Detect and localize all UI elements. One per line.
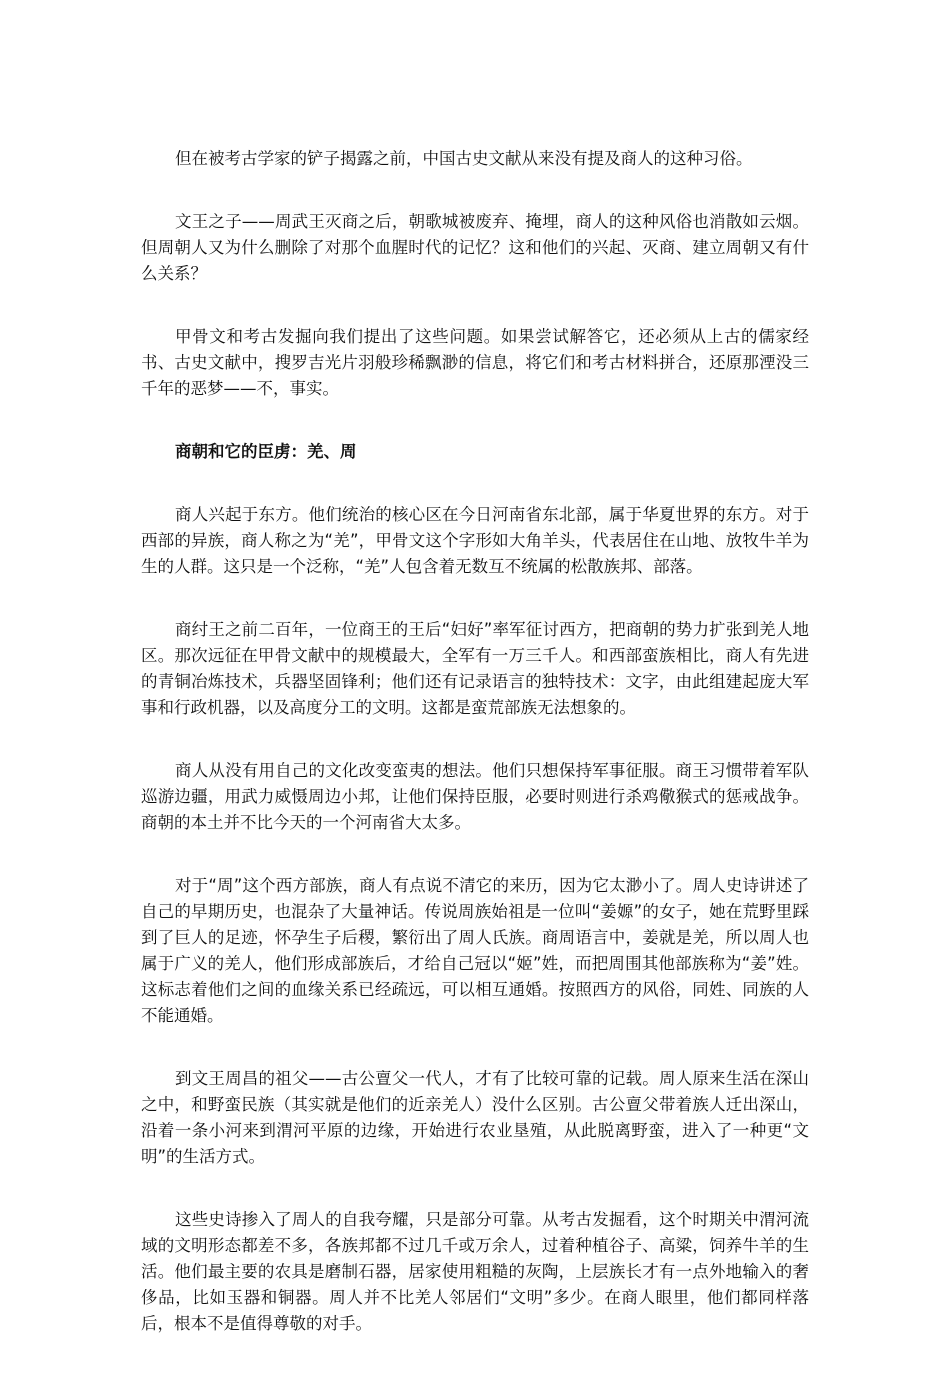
paragraph-4: 商人兴起于东方。他们统治的核心区在今日河南省东北部，属于华夏世界的东方。对于西部的异族，商人称之为“羌”，甲骨文这个字形如大角羊头，代表居住在山地、放牧牛羊为生的人群。这只是一个泛称，“羌”人包含着无数互不统属的松散族邦、部落。 (141, 505, 809, 576)
paragraph-2: 文王之子——周武王灭商之后，朝歌城被废弃、掩埋，商人的这种风俗也消散如云烟。但周朝人又为什么删除了对那个血腥时代的记忆？这和他们的兴起、灭商、建立周朝又有什么关系？ (141, 212, 809, 283)
paragraph-5: 商纣王之前二百年，一位商王的王后“妇好”率军征讨西方，把商朝的势力扩张到羌人地区。那次远征在甲骨文献中的规模最大，全军有一万三千人。和西部蛮族相比，商人有先进的青铜冶炼技术，兵器坚固锋利；他们还有记录语言的独特技术：文字，由此组建起庞大军事和行政机器，以及高度分工的文明。这都是蛮荒部族无法想象的。 (141, 620, 809, 717)
paragraph-6: 商人从没有用自己的文化改变蛮夷的想法。他们只想保持军事征服。商王习惯带着军队巡游边疆，用武力威慑周边小邦，让他们保持臣服，必要时则进行杀鸡儆猴式的惩戒战争。商朝的本土并不比今天的一个河南省大太多。 (141, 761, 809, 832)
section-heading: 商朝和它的臣虏：羌、周 (175, 442, 357, 461)
paragraph-9: 这些史诗掺入了周人的自我夸耀，只是部分可靠。从考古发掘看，这个时期关中渭河流域的文明形态都差不多，各族邦都不过几千或万余人，过着种植谷子、高粱，饲养牛羊的生活。他们最主要的农具是磨制石器，居家使用粗糙的灰陶，上层族长才有一点外地输入的奢侈品，比如玉器和铜器。周人并不比羌人邻居们“文明”多少。在商人眼里，他们都同样落后，根本不是值得尊敬的对手。 (141, 1210, 809, 1333)
paragraph-3: 甲骨文和考古发掘向我们提出了这些问题。如果尝试解答它，还必须从上古的儒家经书、古史文献中，搜罗吉光片羽般珍稀飘渺的信息，将它们和考古材料拼合，还原那湮没三千年的恶梦——不，事实。 (141, 327, 809, 398)
paragraph-1: 但在被考古学家的铲子揭露之前，中国古史文献从来没有提及商人的这种习俗。 (175, 149, 753, 168)
paragraph-8: 到文王周昌的祖父——古公亶父一代人，才有了比较可靠的记载。周人原来生活在深山之中，和野蛮民族（其实就是他们的近亲羌人）没什么区别。古公亶父带着族人迁出深山，沿着一条小河来到渭河平原的边缘，开始进行农业垦殖，从此脱离野蛮，进入了一种更“文明”的生活方式。 (141, 1069, 809, 1166)
paragraph-7: 对于“周”这个西方部族，商人有点说不清它的来历，因为它太渺小了。周人史诗讲述了自己的早期历史，也混杂了大量神话。传说周族始祖是一位叫“姜嫄”的女子，她在荒野里踩到了巨人的足迹，怀孕生子后稷，繁衍出了周人氏族。商周语言中，姜就是羌，所以周人也属于广义的羌人，他们形成部族后，才给自己冠以“姬”姓，而把周围其他部族称为“姜”姓。这标志着他们之间的血缘关系已经疏远，可以相互通婚。按照西方的风俗，同姓、同族的人不能通婚。 (141, 876, 809, 1025)
document-page (141, 146, 809, 1374)
